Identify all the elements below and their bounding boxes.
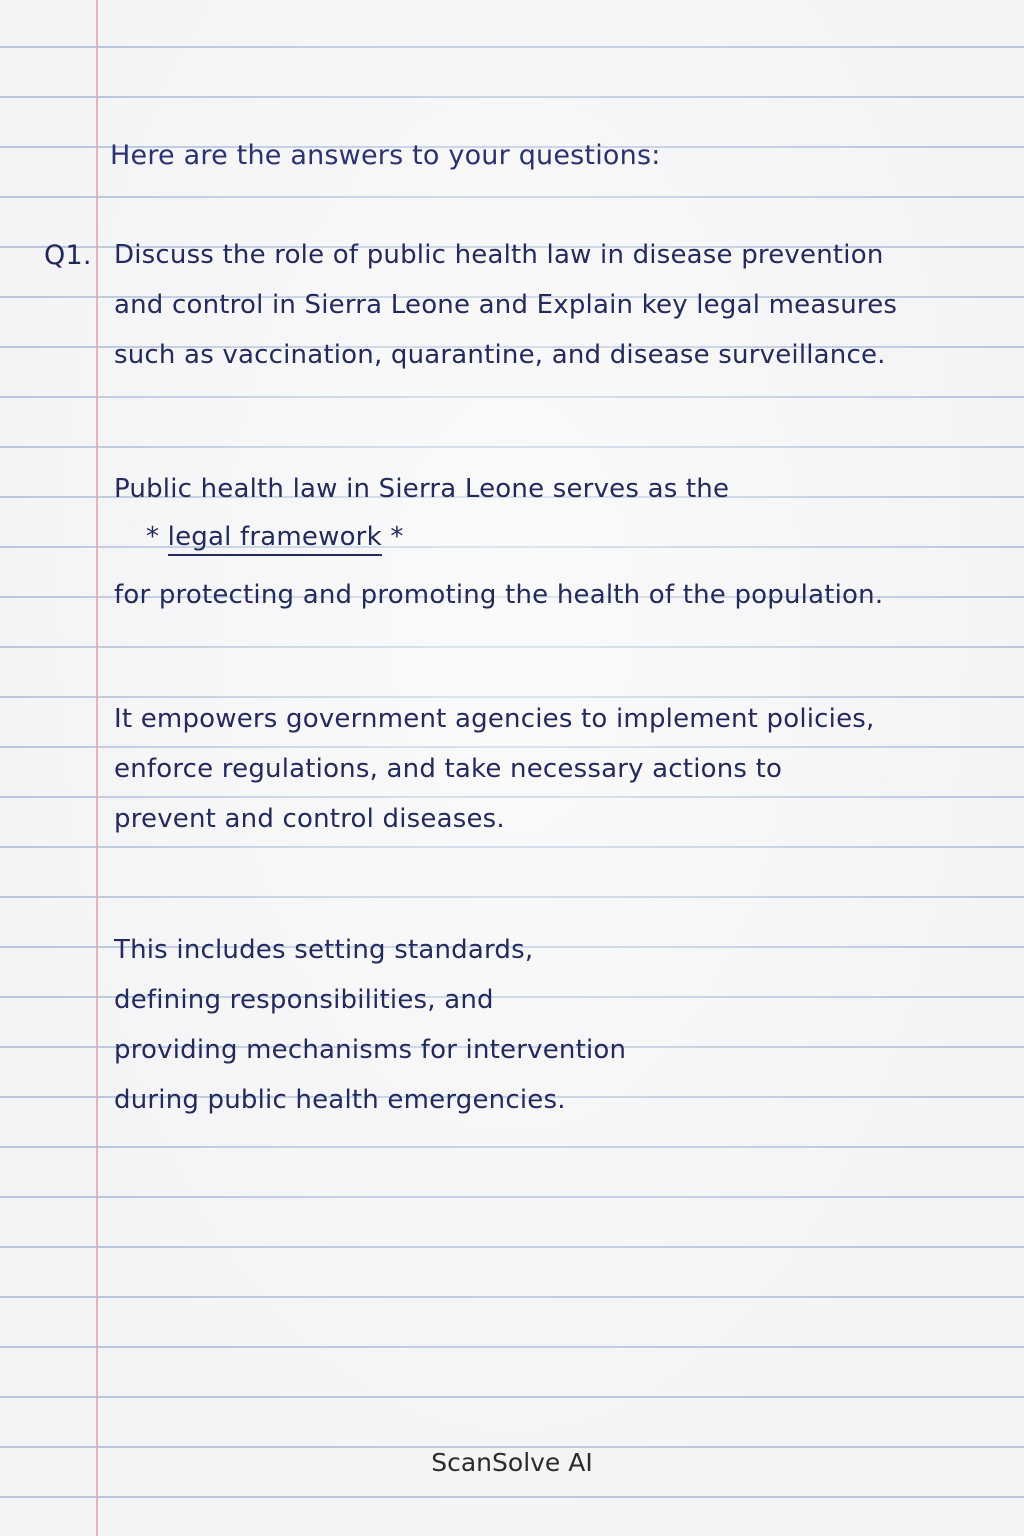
answer-p1-line-1: Public health law in Sierra Leone serves as the [114,474,730,504]
answer-p3-line-1: This includes setting standards, [114,935,534,965]
question-line-3: such as vaccination, quarantine, and disease surveillance. [114,340,886,370]
star-open: * [146,522,160,552]
star-close: * [390,522,404,552]
margin-line [96,0,98,1536]
answer-p2-line-1: It empowers government agencies to implement policies, [114,704,875,734]
answer-p3-line-2: defining responsibilities, and [114,985,494,1015]
emphasized-term: legal framework [168,522,382,556]
answer-p3-line-4: during public health emergencies. [114,1085,566,1115]
footer-brand: ScanSolve AI [431,1448,593,1477]
answer-p3-line-3: providing mechanisms for intervention [114,1035,627,1065]
question-line-1: Discuss the role of public health law in disease prevention [114,240,884,270]
greeting-text: Here are the answers to your questions: [110,140,661,171]
answer-p2-line-2: enforce regulations, and take necessary actions to [114,754,783,784]
answer-emphasis-line [146,522,404,552]
question-line-2: and control in Sierra Leone and Explain key legal measures [114,290,898,320]
question-label: Q1. [44,240,92,271]
answer-p1-line-3: for protecting and promoting the health of the population. [114,580,884,610]
answer-p2-line-3: prevent and control diseases. [114,804,505,834]
